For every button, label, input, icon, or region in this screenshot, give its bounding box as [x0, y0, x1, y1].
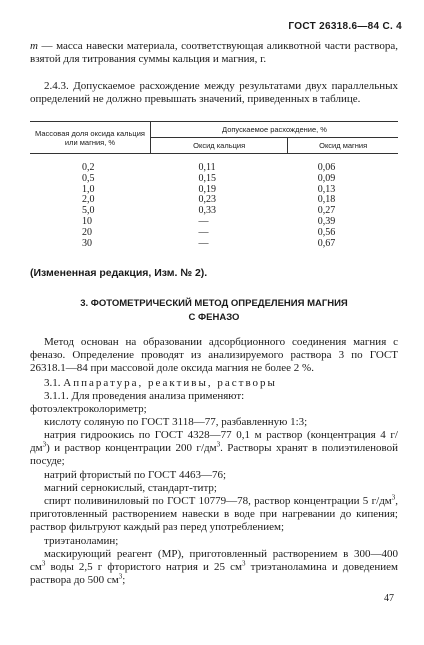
superscript-3: 3 — [391, 493, 396, 502]
table-cell: 0,11 — [198, 162, 216, 173]
method-paragraph: Метод основан на образовании адсорбционного соединения магния с феназо. Определение проводят из анализируемого раствора 3 по ГОСТ 26318.1—84 при массовой доле оксида магния не более 2 %. — [30, 336, 398, 375]
tolerance-table — [30, 121, 398, 249]
table-cell: 10 — [82, 215, 92, 227]
item-mr-part-c: триэтаноламина и доведением раствора до 500 см — [30, 561, 398, 587]
paragraph-3-1-1: 3.1.1. Для проведения анализа применяют: — [44, 390, 245, 402]
table-group-header: Допускаемое расхождение, % — [151, 122, 399, 138]
table-row — [30, 154, 398, 174]
table-cell: 0,27 — [317, 205, 336, 217]
item-mgso4: магний сернокислый, стандарт-титр; — [44, 482, 217, 494]
item-pva — [30, 495, 398, 535]
table-cell: 30 — [82, 237, 92, 249]
superscript-3: 3 — [118, 572, 123, 581]
table-cell: 0,13 — [317, 183, 336, 195]
superscript-3: 3 — [42, 440, 47, 449]
paragraph-3-1-number: 3.1. — [44, 377, 61, 389]
section-title-line1: 3. ФОТОМЕТРИЧЕСКИЙ МЕТОД ОПРЕДЕЛЕНИЯ МАГНИЯ — [80, 298, 348, 309]
table-cell: 1,0 — [82, 183, 95, 195]
table-col1-header: Массовая доля оксида кальция или магния, % — [30, 122, 151, 154]
table-cell: 0,56 — [317, 226, 336, 238]
item-naoh — [30, 429, 398, 469]
table-col3-header: Оксид магния — [288, 138, 398, 154]
superscript-3: 3 — [41, 559, 46, 568]
definition-text: — масса навески материала, соответствующая аликвотной части раствора, взятой для титрования суммы кальция и магния, г. — [30, 40, 398, 66]
table-cell: 0,18 — [317, 194, 336, 206]
table-cell: 0,67 — [317, 237, 336, 249]
item-naoh-part-c: . Растворы хранят в полиэтиленовой посуде; — [30, 442, 398, 468]
table-cell: 0,5 — [82, 172, 95, 184]
section-title-line2: С ФЕНАЗО — [188, 312, 240, 323]
table-cell: 0,19 — [198, 183, 216, 195]
table-cell: 0,39 — [317, 215, 336, 227]
item-mr-part-a: маскирующий реагент (МР), приготовленный растворением в 300—400 см — [30, 548, 398, 574]
item-naoh-part-a: натрия гидроокись по ГОСТ 4328—77 0,1 м раствор (концентрация 4 г/дм — [30, 429, 398, 455]
definition-m — [30, 40, 398, 66]
table-cell: 20 — [82, 226, 92, 238]
table-col2-header: Оксид кальция — [151, 138, 288, 154]
paragraph-2-4-3: 2.4.3. Допускаемое расхождение между результатами двух параллельных определений не должно превышать значений, приведенных в таблице. — [30, 80, 398, 106]
table-row — [30, 174, 398, 185]
table-cell: 5,0 — [82, 205, 95, 217]
item-naoh-part-b: ) и раствор концентрации 200 г/дм — [46, 442, 217, 455]
table-cell: 0,23 — [198, 194, 216, 206]
table-row — [30, 228, 398, 239]
table-cell: — — [198, 226, 209, 238]
table-cell: 0,15 — [198, 172, 216, 184]
page-number: 47 — [384, 593, 394, 604]
table-body — [30, 154, 398, 250]
table-cell: 2,0 — [82, 194, 95, 206]
item-pva-part-a: спирт поливиниловый по ГОСТ 10779—78, раствор концентрации 5 г/дм — [44, 495, 392, 507]
item-tea: триэтаноламин; — [44, 535, 119, 547]
item-photocolorimeter: фотоэлектроколориметр; — [30, 403, 147, 415]
item-pva-part-b: , приготовленный растворением навески в воде при нагревании до кипения; раствор фильтруют каждый раз перед употреблением; — [30, 495, 398, 534]
paragraph-3-1 — [30, 377, 398, 390]
table-cell: 0,06 — [317, 162, 336, 173]
table-cell: 0,2 — [82, 162, 95, 173]
table-cell: 0,09 — [317, 172, 336, 184]
paragraph-3-1-title: Аппаратура, реактивы, растворы — [63, 377, 277, 389]
item-mr-part-b: воды 2,5 г фтористого натрия и 25 см — [45, 561, 243, 574]
table-cell: — — [198, 237, 209, 249]
definition-symbol: m — [30, 40, 38, 52]
item-naf: натрий фтористый по ГОСТ 4463—76; — [44, 469, 227, 481]
table-cell: 0,33 — [198, 205, 216, 217]
item-mr — [30, 548, 398, 588]
superscript-3: 3 — [216, 440, 221, 449]
page-header: ГОСТ 26318.6—84 С. 4 — [288, 21, 402, 32]
edition-note: (Измененная редакция, Изм. № 2). — [30, 267, 208, 279]
section-title — [30, 297, 398, 325]
item-mr-part-d: ; — [122, 574, 126, 587]
table-row — [30, 239, 398, 250]
item-hcl: кислоту соляную по ГОСТ 3118—77, разбавленную 1:3; — [44, 416, 308, 428]
superscript-3: 3 — [242, 559, 246, 568]
table-cell: — — [198, 215, 209, 227]
